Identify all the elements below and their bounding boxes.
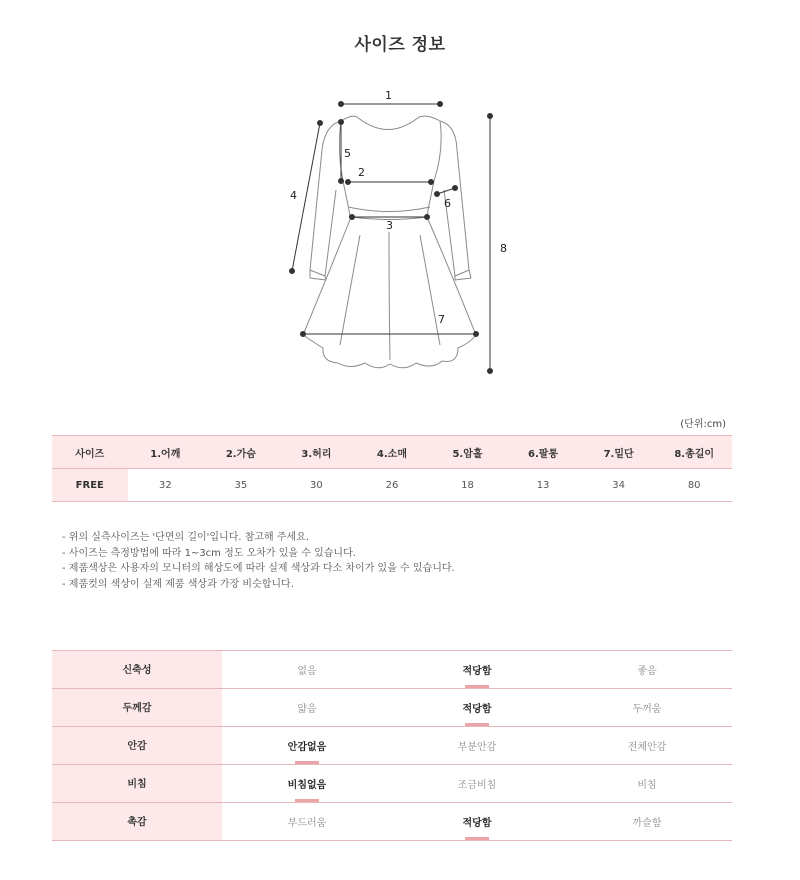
size-table	[52, 435, 732, 502]
size-notes	[62, 530, 455, 592]
value-cell: 26	[354, 469, 430, 502]
attribute-option: 조금비침	[392, 765, 562, 803]
attribute-option-selected: 적당함	[392, 651, 562, 689]
attribute-row-sheerness	[52, 765, 732, 803]
attribute-label: 신축성	[52, 651, 222, 689]
header-cell: 8.총길이	[656, 436, 732, 469]
attribute-label: 안감	[52, 727, 222, 765]
size-table-header	[52, 436, 732, 469]
value-cell: 13	[505, 469, 581, 502]
value-cell: 30	[279, 469, 355, 502]
measure-label-2: 2	[358, 166, 365, 179]
note-line: - 사이즈는 측정방법에 따라 1~3cm 정도 오차가 있을 수 있습니다.	[62, 547, 356, 559]
attribute-option: 두꺼움	[562, 689, 732, 727]
note-line: - 제품색상은 사용자의 모니터의 해상도에 따라 실제 색상과 다소 차이가 있을 수 있습니다.	[62, 563, 455, 574]
header-cell: 7.밑단	[581, 436, 657, 469]
measure-label-4: 4	[290, 189, 297, 202]
table-row	[52, 469, 732, 502]
attribute-row-lining	[52, 727, 732, 765]
attribute-row-thickness	[52, 689, 732, 727]
measure-label-8: 8	[500, 242, 507, 255]
attribute-label: 비침	[52, 765, 222, 803]
measure-label-6: 6	[444, 197, 451, 210]
header-cell: 5.암홀	[430, 436, 506, 469]
measure-label-1: 1	[385, 89, 392, 102]
attribute-row-stretch	[52, 651, 732, 689]
attribute-label: 촉감	[52, 803, 222, 841]
attribute-row-texture	[52, 803, 732, 841]
attribute-option: 좋음	[562, 651, 732, 689]
measure-label-5: 5	[344, 147, 351, 160]
value-cell: 80	[656, 469, 732, 502]
value-cell: 34	[581, 469, 657, 502]
measure-label-7: 7	[438, 313, 445, 326]
dress-measurement-diagram	[0, 80, 800, 390]
attribute-option: 얇음	[222, 689, 392, 727]
attribute-option: 비침	[562, 765, 732, 803]
attribute-option-selected: 안감없음	[222, 727, 392, 765]
attribute-label: 두께감	[52, 689, 222, 727]
attribute-option: 없음	[222, 651, 392, 689]
fabric-attribute-table	[52, 650, 732, 841]
size-cell: FREE	[52, 469, 128, 502]
note-line: - 위의 실측사이즈는 '단면의 길이'입니다. 참고해 주세요.	[62, 532, 310, 543]
value-cell: 18	[430, 469, 506, 502]
attribute-option-selected: 비침없음	[222, 765, 392, 803]
unit-label: (단위:cm)	[680, 419, 726, 430]
header-cell: 3.허리	[279, 436, 355, 469]
attribute-option: 까슬함	[562, 803, 732, 841]
value-cell: 35	[203, 469, 279, 502]
value-cell: 32	[128, 469, 204, 502]
page-title: 사이즈 정보	[354, 35, 446, 55]
dress-illustration	[303, 116, 476, 368]
attribute-option: 부분안감	[392, 727, 562, 765]
header-cell: 2.가슴	[203, 436, 279, 469]
header-cell: 4.소매	[354, 436, 430, 469]
header-cell: 6.팔통	[505, 436, 581, 469]
attribute-option-selected: 적당함	[392, 803, 562, 841]
attribute-option: 전체안감	[562, 727, 732, 765]
note-line: - 제품컷의 색상이 실제 제품 색상과 가장 비슷합니다.	[62, 578, 294, 590]
measure-label-3: 3	[386, 219, 393, 232]
attribute-option: 부드러움	[222, 803, 392, 841]
attribute-option-selected: 적당함	[392, 689, 562, 727]
header-cell: 1.어깨	[128, 436, 204, 469]
header-cell: 사이즈	[52, 436, 128, 469]
measurement-lines	[290, 102, 493, 374]
